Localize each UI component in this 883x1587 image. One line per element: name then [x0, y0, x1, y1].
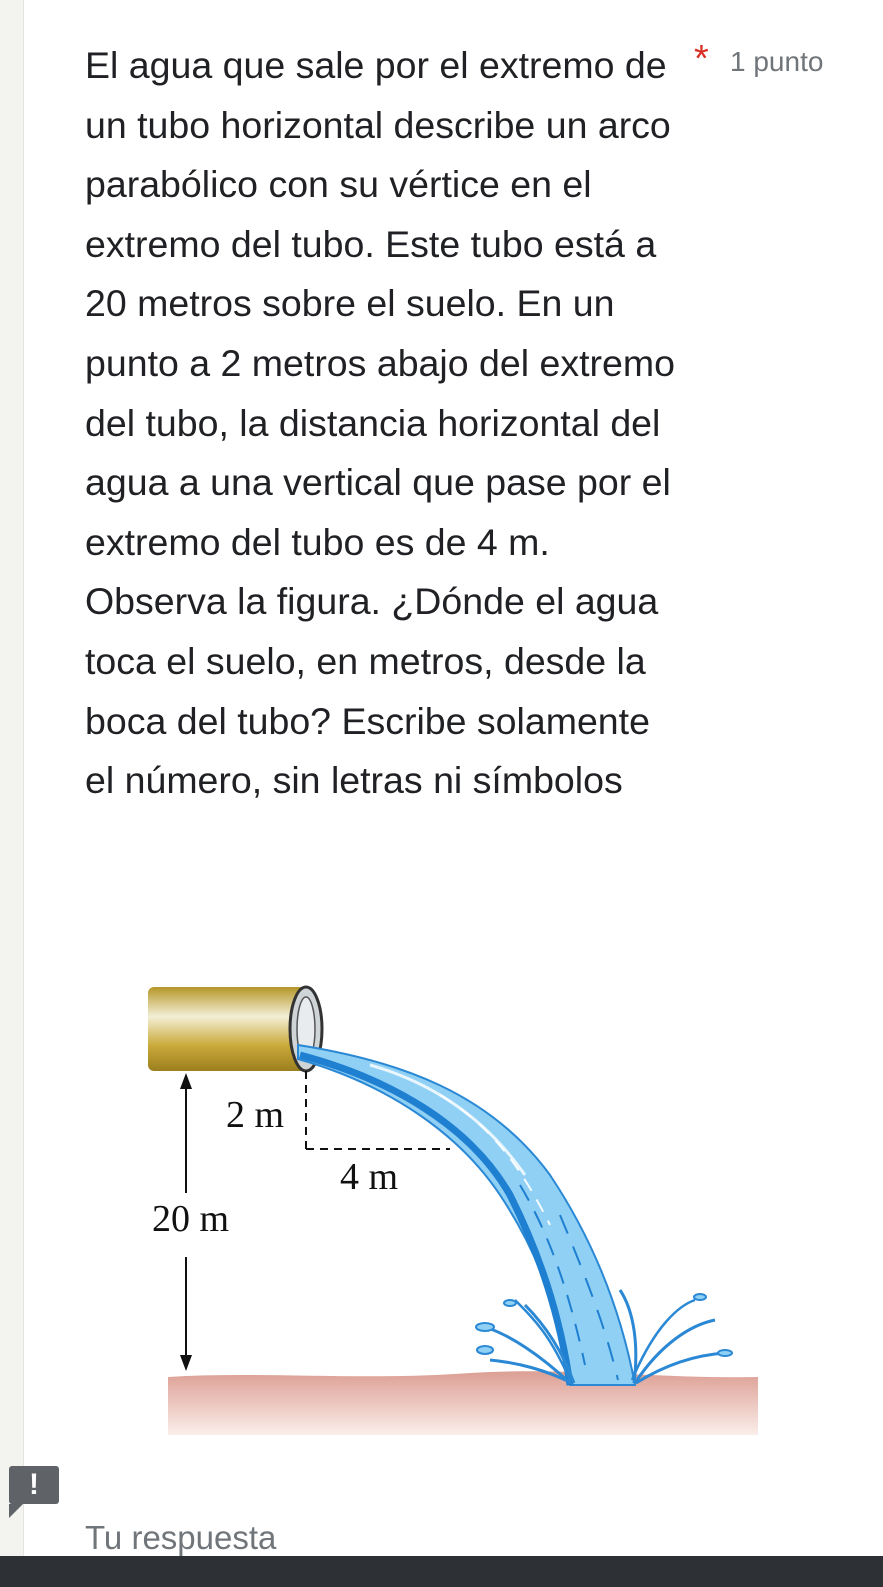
question-text: El agua que sale por el extremo de un tubo horizontal describe un arco parabólico con su vértice en el extremo del tubo. Este tubo está a 20 metros sobre el suelo. En un punto a 2 metros abajo del extremo del tubo, la distancia horizontal del agua a una vertical que pase por el extremo del tubo es de 4 m. Observa la figura. ¿Dónde el agua toca el suelo, en metros, desde la boca del tubo? Escribe solamente el número, sin letras ni símbolos	[85, 44, 675, 802]
pipe	[148, 987, 322, 1071]
bottom-bar	[0, 1556, 883, 1587]
water-stream	[298, 1045, 732, 1385]
alert-badge[interactable]: !	[9, 1466, 59, 1504]
ground	[168, 1371, 758, 1435]
points-label: 1 punto	[730, 46, 824, 77]
horizontal-label: 4 m	[340, 1156, 399, 1198]
answer-label[interactable]: Tu respuesta	[85, 1519, 277, 1556]
left-rail	[0, 0, 24, 1587]
required-asterisk: *	[694, 38, 709, 80]
water-pipe-diagram	[140, 975, 770, 1445]
question-figure	[140, 975, 770, 1445]
drop-label: 2 m	[226, 1094, 285, 1136]
height-label: 20 m	[152, 1198, 230, 1240]
